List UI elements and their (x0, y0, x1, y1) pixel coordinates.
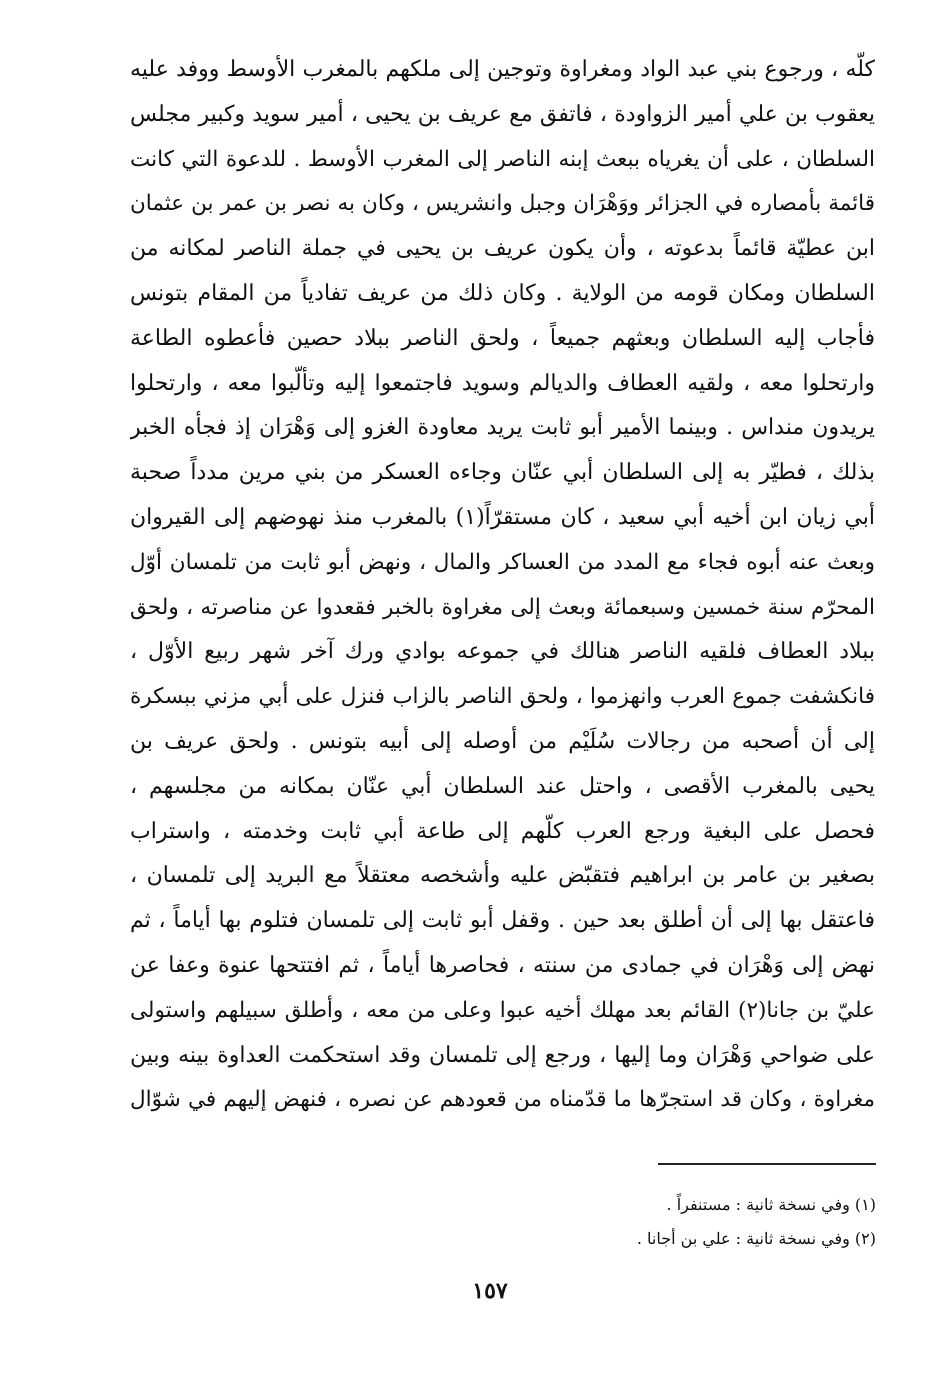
text-line: ببلاد العطاف فلقيه الناصر هنالك في جموعه بوادي ورك آخر شهر ربيع الأوّل ، (130, 639, 875, 665)
text-line: يريدون منداس . وبينما الأمير أبو ثابت يريد معاودة الغزو إلى وَهْرَان إذ فجأه الخبر (130, 415, 875, 441)
footnote-divider (658, 1163, 876, 1165)
text-line: كلّه ، ورجوع بني عبد الواد ومغراوة وتوجين إلى ملكهم بالمغرب الأوسط ووفد عليه (130, 57, 875, 82)
text-line: على ضواحي وَهْرَان وما إليها ، ورجع إلى تلمسان وقد استحكمت العداوة بينه وبين (130, 1042, 875, 1068)
text-line: وارتحلوا معه ، ولقيه العطاف والديالم وسويد فاجتمعوا إليه وتألّبوا معه ، وارتحلوا (130, 370, 875, 396)
text-line: مغراوة ، وكان قد استجرّها ما قدّمناه من قعودهم عن نصره ، فنهض إليهم في شوّال (130, 1087, 875, 1113)
text-line: المحرّم سنة خمسين وسبعمائة وبعث إلى مغراوة بالخبر فقعدوا عن مناصرته ، ولحق (130, 594, 875, 620)
footnote-1: (١) وفي نسخة ثانية : مستنفراً . (666, 1195, 876, 1214)
main-text (130, 48, 875, 1123)
text-line: السلطان ، على أن يغرياه ببعث إبنه الناصر إلى المغرب الأوسط . للدعوة التي كانت (130, 146, 875, 172)
text-line: وبعث عنه أبوه فجاء مع المدد من العساكر والمال ، ونهض أبو ثابت من تلمسان أوّل (130, 549, 875, 575)
text-line: فاعتقل بها إلى أن أطلق بعد حين . وقفل أبو ثابت إلى تلمسان فتلوم بها أياماً ، ثم (130, 908, 875, 934)
text-line: فأجاب إليه السلطان وبعثهم جميعاً ، ولحق الناصر ببلاد حصين فأعطوه الطاعة (130, 325, 875, 351)
text-line: فانكشفت جموع العرب وانهزموا ، ولحق الناصر بالزاب فنزل على أبي مزني ببسكرة (130, 684, 875, 710)
text-line: يحيى بالمغرب الأقصى ، واحتل عند السلطان أبي عنّان بمكانه من مجلسهم ، (130, 773, 875, 799)
text-line: قائمة بأمصاره في الجزائر ووَهْرَان وجبل وانشريس ، وكان به نصر بن عمر بن عثمان (130, 191, 875, 217)
page-number: ١٥٧ (472, 1278, 508, 1304)
text-line: فحصل على البغية ورجع العرب كلّهم إلى طاعة أبي ثابت وخدمته ، واستراب (130, 818, 875, 844)
text-line: السلطان ومكان قومه من الولاية . وكان ذلك من عريف تفادياً من المقام بتونس (130, 280, 875, 306)
text-line: ابن عطيّة قائماً بدعوته ، وأن يكون عريف بن يحيى في جملة الناصر لمكانه من (130, 236, 875, 262)
text-line: يعقوب بن علي أمير الزواودة ، فاتفق مع عريف بن يحيى ، أمير سويد وكبير مجلس (130, 101, 875, 127)
footnote-2: (٢) وفي نسخة ثانية : علي بن أجانا . (636, 1229, 876, 1248)
text-line: بصغير بن عامر بن ابراهيم فتقبّض عليه وأشخصه معتقلاً مع البريد إلى تلمسان ، (130, 863, 875, 889)
text-line: عليّ بن جانا(٢) القائم بعد مهلك أخيه عبوا وعلى من معه ، وأطلق سبيلهم واستولى (130, 997, 875, 1023)
text-line: بذلك ، فطيّر به إلى السلطان أبي عنّان وجاءه العسكر من بني مرين مدداً صحبة (130, 460, 875, 486)
text-line: نهض إلى وَهْرَان في جمادى من سنته ، فحاصرها أياماً ، ثم افتتحها عنوة وعفا عن (130, 952, 875, 978)
text-line: أبي زيان ابن أخيه أبي سعيد ، كان مستقرّاً(١) بالمغرب منذ نهوضهم إلى القيروان (130, 504, 875, 530)
footnotes (430, 1188, 876, 1256)
text-line: إلى أن أصحبه من رجالات سُلَيْم من أوصله إلى أبيه بتونس . ولحق عريف بن (130, 728, 875, 754)
